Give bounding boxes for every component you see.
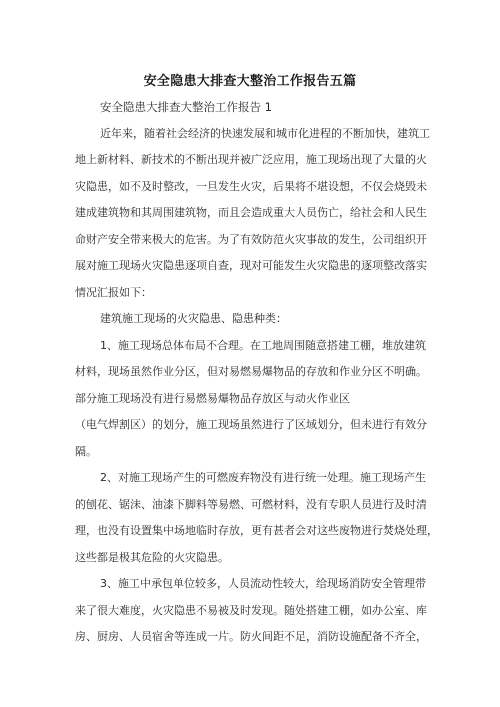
paragraph-line: 地上新材料、新技术的不断出现并被广泛应用，施工现场出现了大量的火 [75,153,427,166]
paragraph-line: 来了很大难度，火灾隐患不易被及时发现。随处搭建工棚，如办公室、库 [75,604,427,617]
paragraph-line: 材料，现场虽然作业分区，但对易燃易爆物品的存放和作业分区不明确。 [75,365,427,378]
paragraph-line: 房、厨房、人员宿舍等连成一片。防火间距不足，消防设施配备不齐全， [75,630,427,643]
paragraph-line: 1、施工现场总体布局不合理。在工地周围随意搭建工棚，堆放建筑 [100,339,426,352]
paragraph-line: 情况汇报如下： [75,286,152,299]
paragraph-line: 近年来，随着社会经济的快速发展和城市化进程的不断加快，建筑工 [100,127,430,140]
paragraph-line: （电气焊割区）的划分，施工现场虽然进行了区域划分，但未进行有效分 [75,418,427,431]
document-title: 安全隐患大排查大整治工作报告五篇 [143,74,357,89]
paragraph-line: 灾隐患，如不及时整改，一旦发生火灾，后果将不堪设想，不仅会烧毁未 [75,180,427,193]
paragraph-line: 命财产安全带来极大的危害。为了有效防范火灾事故的发生，公司组织开 [75,233,427,246]
paragraph-line: 的刨花、锯沫、油漆下脚料等易燃、可燃材料，没有专职人员进行及时清 [75,498,427,511]
paragraph-line: 理，也没有设置集中场地临时存放，更有甚者会对这些废物进行焚烧处理， [75,524,438,537]
paragraph-line: 这些都是极其危险的火灾隐患。 [75,551,229,564]
paragraph-line: 部分施工现场没有进行易燃易爆物品存放区与动火作业区 [75,392,350,405]
paragraph-line: 展对施工现场火灾隐患逐项自查，现对可能发生火灾隐患的逐项整改落实 [75,259,427,272]
paragraph-line: 3、施工中承包单位较多，人员流动性较大，给现场消防安全管理带 [100,577,426,590]
paragraph-line: 2、对施工现场产生的可燃废弃物没有进行统一处理。施工现场产生 [100,471,426,484]
paragraph-line: 隔。 [75,445,97,458]
section-heading: 建筑施工现场的火灾隐患、隐患种类： [100,312,287,325]
report-subtitle: 安全隐患大排查大整治工作报告 1 [100,100,272,114]
paragraph-line: 建成建筑物和其周围建筑物，而且会造成重大人员伤亡，给社会和人民生 [75,206,427,219]
